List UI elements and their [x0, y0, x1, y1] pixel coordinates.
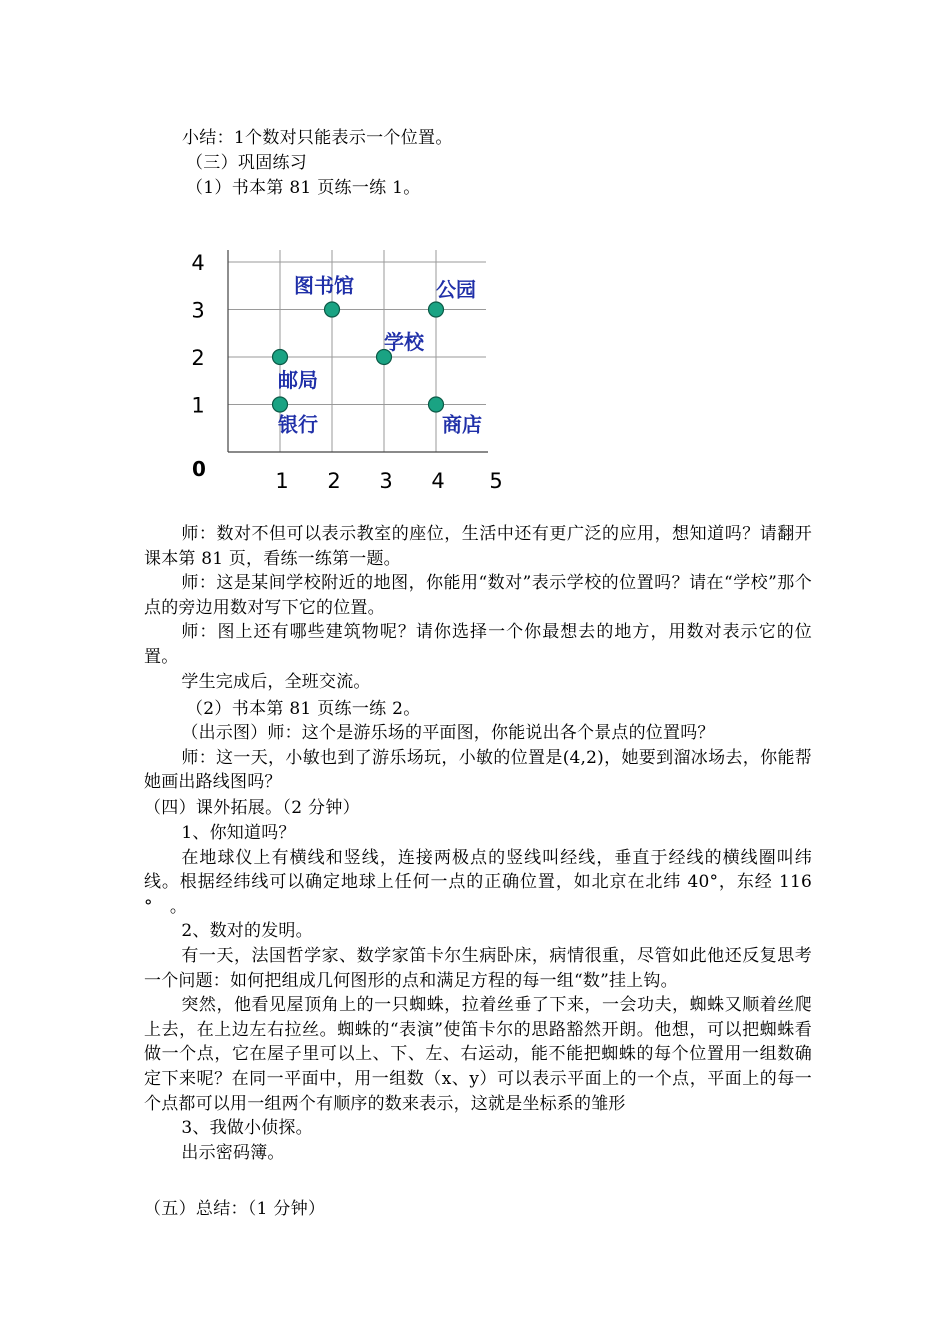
- x-tick-label: 2: [327, 469, 341, 493]
- chart-points: [273, 274, 483, 437]
- x-tick-label: 3: [379, 469, 393, 493]
- origin-label: 0: [192, 457, 206, 481]
- paragraph: 师：这是某间学校附近的地图，你能用“数对”表示学校的位置吗？请在“学校”那个点的旁边用数对写下它的位置。: [144, 573, 812, 618]
- body-section-1: [144, 522, 812, 694]
- point-邮局: [273, 350, 288, 365]
- sub-heading: 3、我做小侦探。: [181, 1118, 313, 1139]
- sub-heading: 1、你知道吗？: [181, 823, 296, 843]
- x-tick-label: 1: [275, 469, 289, 493]
- body-section-2: [144, 721, 812, 795]
- paragraph: （出示图）师：这个是游乐场的平面图，你能说出各个景点的位置吗？: [181, 723, 715, 743]
- section-4-heading: （四）课外拓展。（2 分钟）: [144, 798, 360, 818]
- coordinate-map-chart: [180, 205, 540, 505]
- section-3-heading: （三）巩固练习: [186, 153, 308, 173]
- paragraph: 师：数对不但可以表示教室的座位，生活中还有更广泛的应用，想知道吗？请翻开课本第 81 页，看练一练第一题。: [144, 524, 812, 569]
- summary-line: 小结：1个数对只能表示一个位置。: [182, 128, 453, 148]
- body-section-3: [144, 821, 812, 1165]
- point-label: 公园: [436, 277, 476, 302]
- point-label: 商店: [442, 412, 482, 437]
- paragraph: 师：这一天，小敏也到了游乐场玩，小敏的位置是(4,2)，她要到溜冰场去，你能帮她画出路线图吗？: [144, 747, 812, 793]
- point-label: 银行: [278, 412, 318, 437]
- y-tick-label: 1: [191, 393, 205, 418]
- paragraph: 出示密码簿。: [181, 1142, 285, 1163]
- y-tick-label: 4: [191, 251, 205, 275]
- point-图书馆: [325, 302, 340, 317]
- point-label: 学校: [384, 330, 424, 354]
- x-tick-label: 5: [489, 469, 503, 493]
- paragraph: 学生完成后，全班交流。: [181, 671, 371, 692]
- paragraph: 师：图上还有哪些建筑物呢？请你选择一个你最想去的地方，用数对表示它的位置。: [144, 622, 812, 667]
- paragraph: 有一天，法国哲学家、数学家笛卡尔生病卧床，病情很重，尽管如此他还反复思考一个问题：如何把组成几何图形的点和满足方程的每一组“数”挂上钩。: [144, 945, 812, 991]
- section-5-heading: （五）总结：（1 分钟）: [144, 1199, 326, 1219]
- y-tick-label: 2: [191, 346, 205, 370]
- paragraph: 突然，他看见屋顶角上的一只蜘蛛，拉着丝垂了下来，一会功夫，蜘蛛又顺着丝爬上去，在上边左右拉丝。蜘蛛的“表演”使笛卡尔的思路豁然开朗。他想，可以把蜘蛛看做一个点，它在屋子里可以上、下、左、右运动，能不能把蜘蛛的每个位置用一组数确定下来呢？在同一平面中，用一组数（x、y）可以表示平面上的一个点，平面上的每一个点都可以用一组两个有顺序的数来表示，这就是坐标系的雏形: [144, 995, 812, 1114]
- point-label: 邮局: [278, 368, 318, 392]
- point-银行: [273, 397, 288, 412]
- x-tick-label: 4: [431, 469, 445, 493]
- paragraph: 在地球仪上有横线和竖线，连接两极点的竖线叫经线，垂直于经线的横线圈叫纬线。根据经纬线可以确定地球上任何一点的正确位置，如北京在北纬 40°，东经 116 ° 。: [144, 847, 812, 917]
- exercise-2-title: （2）书本第 81 页练一练 2。: [186, 699, 421, 719]
- exercise-1-title: （1）书本第 81 页练一练 1。: [186, 178, 421, 198]
- point-商店: [429, 397, 444, 412]
- y-tick-label: 3: [191, 298, 205, 323]
- point-label: 图书馆: [294, 273, 354, 298]
- point-公园: [429, 302, 444, 317]
- sub-heading: 2、数对的发明。: [181, 921, 313, 942]
